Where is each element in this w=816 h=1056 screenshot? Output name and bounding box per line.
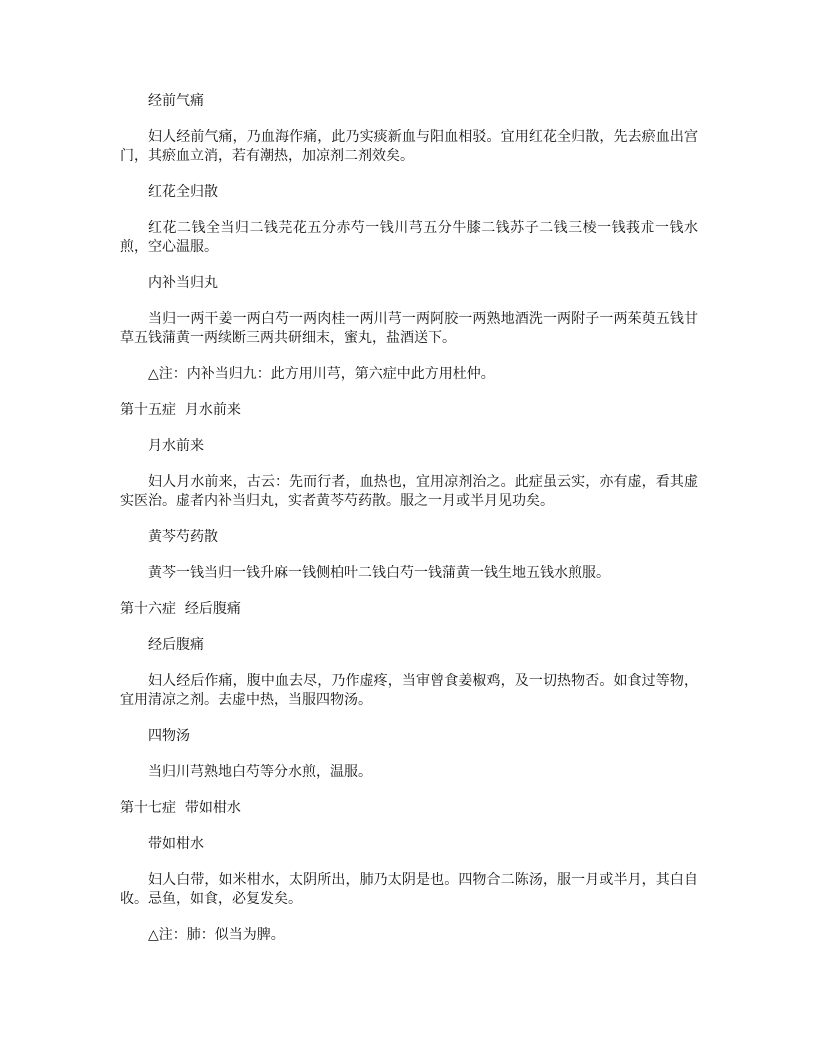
recipe-heading: 内补当归丸 bbox=[148, 275, 218, 291]
recipe-heading: 经前气痛 bbox=[148, 93, 204, 109]
body-paragraph: 黄芩一钱当归一钱升麻一钱侧柏叶二钱白芍一钱蒲黄一钱生地五钱水煎服。 bbox=[148, 565, 610, 581]
body-paragraph: 当归川芎熟地白芍等分水煎，温服。 bbox=[148, 764, 372, 780]
recipe-heading: 黄芩芍药散 bbox=[148, 529, 218, 545]
recipe-heading: 经后腹痛 bbox=[148, 637, 204, 653]
body-paragraph: 妇人经前气痛，乃血海作痛，此乃实痰新血与阳血相驳。宜用红花全归散，先去瘀血出宫门，其瘀血立消，若有潮热，加凉剂二剂效矣。 bbox=[120, 129, 698, 164]
recipe-heading: 红花全归散 bbox=[148, 184, 218, 200]
recipe-heading: 带如柑水 bbox=[148, 836, 204, 852]
section-heading: 第十七症 带如柑水 bbox=[120, 800, 241, 816]
body-paragraph: 妇人白带，如米柑水，太阴所出，肺乃太阴是也。四物合二陈汤，服一月或半月，其白自收。忌鱼，如食，必复发矣。 bbox=[120, 872, 698, 907]
section-heading: 第十五症 月水前来 bbox=[120, 402, 241, 418]
note-paragraph: △注：肺：似当为脾。 bbox=[148, 927, 285, 943]
body-paragraph: 红花二钱全当归二钱芫花五分赤芍一钱川芎五分牛膝二钱苏子二钱三棱一钱莪朮一钱水煎，空心温服。 bbox=[120, 220, 698, 255]
recipe-heading: 月水前来 bbox=[148, 438, 204, 454]
note-paragraph: △注：内补当归九：此方用川芎，第六症中此方用杜仲。 bbox=[148, 366, 495, 382]
recipe-heading: 四物汤 bbox=[148, 728, 190, 744]
section-heading: 第十六症 经后腹痛 bbox=[120, 601, 241, 617]
body-paragraph: 妇人月水前来，古云：先而行者，血热也，宜用凉剂治之。此症虽云实，亦有虚，看其虚实医治。虚者内补当归丸，实者黄芩芍药散。服之一月或半月见功矣。 bbox=[120, 474, 698, 509]
body-paragraph: 当归一两干姜一两白芍一两肉桂一两川芎一两阿胶一两熟地酒洗一两附子一两茱萸五钱甘草五钱蒲黄一两续断三两共研细末，蜜丸，盐酒送下。 bbox=[120, 311, 698, 346]
body-paragraph: 妇人经后作痛，腹中血去尽，乃作虚疼，当审曾食姜椒鸡，及一切热物否。如食过等物，宜用清凉之剂。去虚中热，当服四物汤。 bbox=[120, 673, 698, 708]
document-page bbox=[120, 92, 698, 962]
